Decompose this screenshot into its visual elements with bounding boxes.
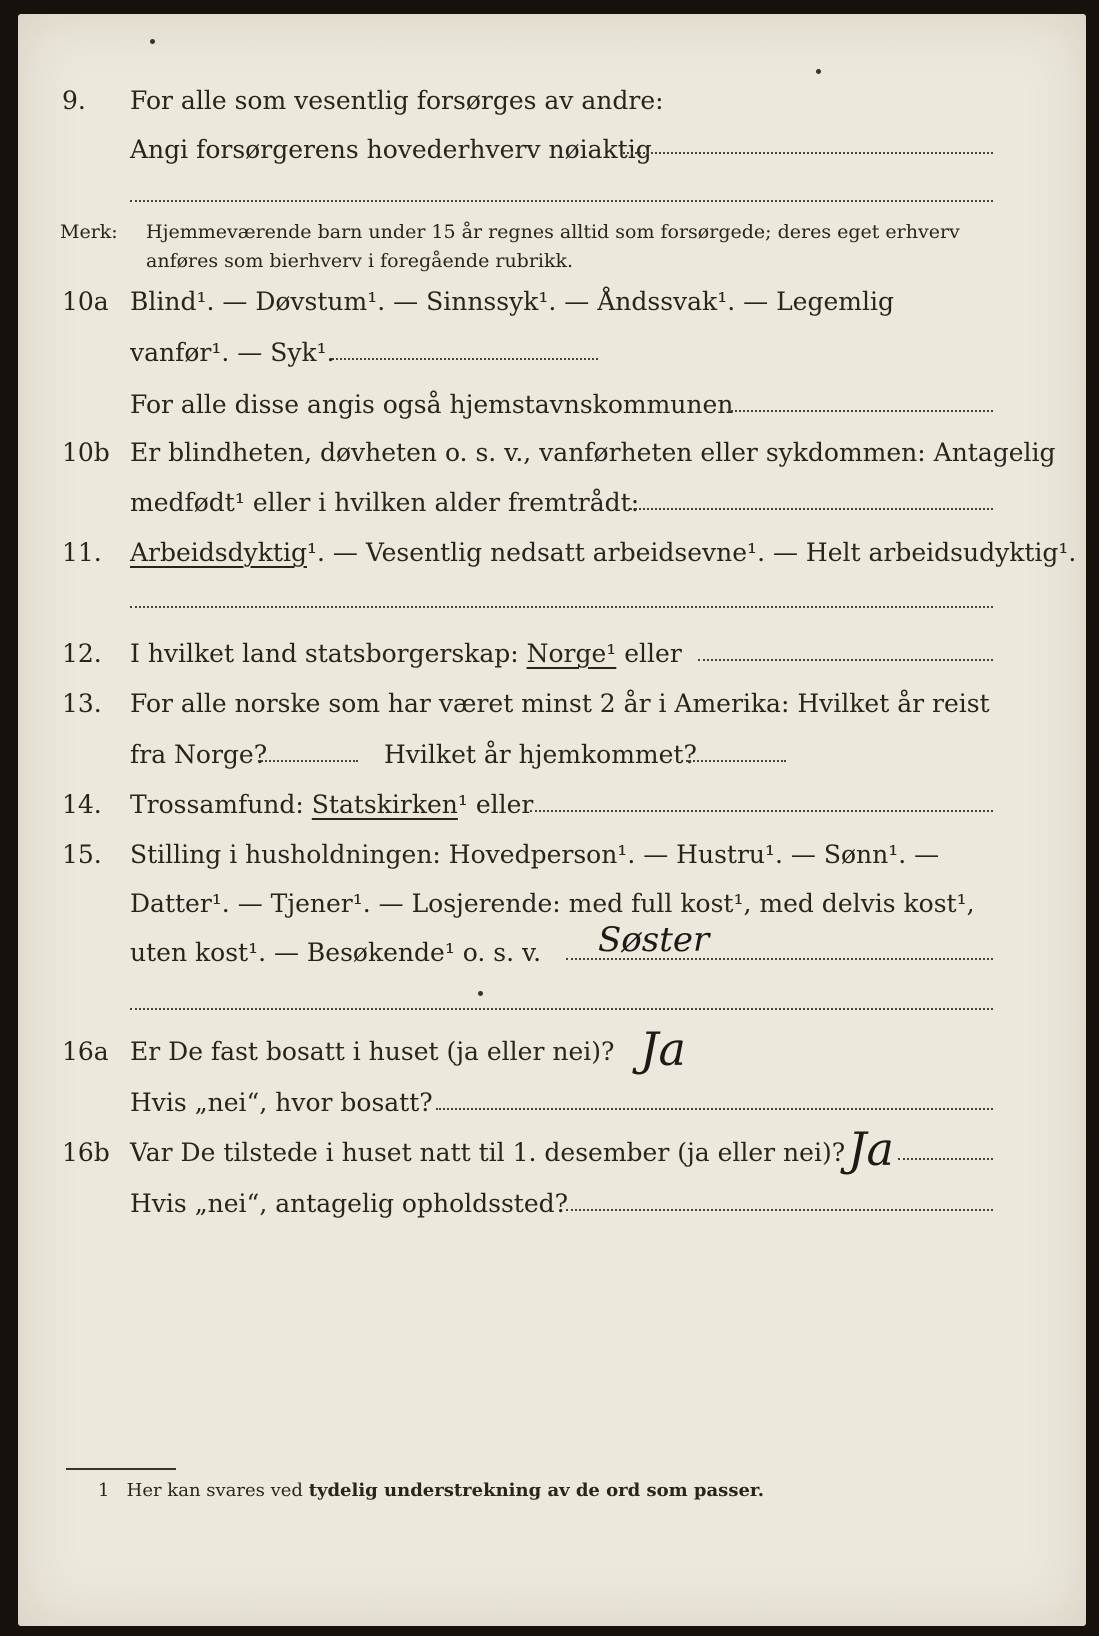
q13-number: 13.: [62, 689, 102, 718]
q16a-row-1: [18, 1037, 1086, 1077]
q10a-line2: vanfør¹. — Syk¹.: [130, 338, 335, 367]
q9-answer-line-2[interactable]: [130, 200, 993, 202]
q16b-answer-line-2[interactable]: [566, 1209, 993, 1211]
q11-text: [130, 538, 1076, 567]
q9-line2: Angi forsørgerens hovederhverv nøiaktig: [130, 135, 652, 164]
census-form-page: [18, 14, 1086, 1626]
q13-row-2: [18, 740, 1086, 780]
q10b-answer-line[interactable]: [630, 508, 993, 510]
q15-handwritten-answer[interactable]: Søster: [598, 920, 710, 960]
q11-row: [18, 538, 1086, 578]
q12-suffix: eller: [624, 639, 682, 668]
q13-year-left-line[interactable]: [258, 760, 358, 762]
q14-suffix: ¹ eller: [457, 790, 534, 819]
q15-number: 15.: [62, 840, 102, 869]
q10a-syk-line[interactable]: [332, 358, 598, 360]
footnote: [98, 1480, 764, 1501]
footnote-bold-text: tydelig understrekning av de ord som passer.: [308, 1480, 764, 1501]
q12-prefix: I hvilket land statsborgerskap:: [130, 639, 519, 668]
q9-row-1: [18, 86, 1086, 126]
q13-year-returned-line[interactable]: [686, 760, 786, 762]
q9-answer-line[interactable]: [623, 152, 993, 154]
q16b-answer-line-1[interactable]: [898, 1158, 993, 1160]
q15-line3: uten kost¹. — Besøkende¹ o. s. v.: [130, 938, 542, 967]
q12-number: 12.: [62, 639, 102, 668]
q11-selected-option[interactable]: Arbeidsdyktig: [130, 538, 307, 567]
q11-answer-line[interactable]: [130, 606, 993, 608]
q13-line2b: Hvilket år hjemkommet?: [384, 740, 697, 769]
q12-answer-line[interactable]: [698, 659, 993, 661]
q16b-line1: Var De tilstede i huset natt til 1. desember (ja eller nei)?: [130, 1138, 846, 1167]
q14-text: [130, 790, 533, 819]
merk-line2: anføres som bierhverv i foregående rubrikk.: [146, 250, 574, 272]
q14-prefix: Trossamfund:: [130, 790, 304, 819]
q15-line2: Datter¹. — Tjener¹. — Losjerende: med full kost¹, med delvis kost¹,: [130, 889, 975, 918]
q15-row-2: [18, 889, 1086, 929]
merk-label: Merk:: [60, 221, 118, 243]
ink-speck: [816, 69, 821, 74]
q14-selected-option[interactable]: Statskirken: [311, 790, 458, 819]
q13-line2a: fra Norge?: [130, 740, 268, 769]
merk-line1: Hjemmeværende barn under 15 år regnes alltid som forsørgede; deres eget erhverv: [146, 221, 960, 243]
q12-text: [130, 639, 682, 668]
q16a-number: 16a: [62, 1037, 109, 1066]
ink-speck: [478, 991, 483, 996]
q9-number: 9.: [62, 86, 86, 115]
footnote-text: Her kan svares ved: [126, 1480, 303, 1501]
q16a-handwritten-answer[interactable]: Ja: [640, 1022, 686, 1076]
q10b-line2: medfødt¹ eller i hvilken alder fremtrådt:: [130, 488, 640, 517]
q15-line1: Stilling i husholdningen: Hovedperson¹. — Hustru¹. — Sønn¹. —: [130, 840, 940, 869]
q11-number: 11.: [62, 538, 102, 567]
q10b-line1: Er blindheten, døvheten o. s. v., vanførheten eller sykdommen: Antagelig: [130, 438, 1056, 467]
q14-answer-line[interactable]: [530, 810, 993, 812]
q16b-handwritten-answer[interactable]: Ja: [848, 1122, 894, 1176]
q10b-row-1: [18, 438, 1086, 478]
q12-selected-option[interactable]: Norge¹: [526, 639, 617, 668]
q10b-number: 10b: [62, 438, 110, 467]
q13-line1: For alle norske som har været minst 2 år i Amerika: Hvilket år reist: [130, 689, 990, 718]
q13-row-1: [18, 689, 1086, 729]
footnote-marker: 1: [98, 1480, 110, 1501]
q16a-line1: Er De fast bosatt i huset (ja eller nei)?: [130, 1037, 615, 1066]
q10a-number: 10a: [62, 287, 109, 316]
q16a-line2: Hvis „nei“, hvor bosatt?: [130, 1088, 433, 1117]
q11-rest: ¹. — Vesentlig nedsatt arbeidsevne¹. — Helt arbeidsudyktig¹.: [306, 538, 1077, 567]
q9-row-2: [18, 135, 1086, 175]
q15-answer-line-2[interactable]: [130, 1008, 993, 1010]
q9-line1: For alle som vesentlig forsørges av andre:: [130, 86, 664, 115]
q10a-hjemstavn-line[interactable]: [728, 410, 993, 412]
q10a-line3: For alle disse angis også hjemstavnskommunen: [130, 390, 734, 419]
footnote-rule: [66, 1468, 176, 1470]
q15-row-1: [18, 840, 1086, 880]
ink-speck: [150, 39, 155, 44]
q10a-line1: Blind¹. — Døvstum¹. — Sinnssyk¹. — Åndssvak¹. — Legemlig: [130, 287, 894, 316]
q10a-row-1: [18, 287, 1086, 327]
q16b-line2: Hvis „nei“, antagelig opholdssted?: [130, 1189, 569, 1218]
q16b-number: 16b: [62, 1138, 110, 1167]
q16a-answer-line[interactable]: [436, 1108, 993, 1110]
q14-number: 14.: [62, 790, 102, 819]
